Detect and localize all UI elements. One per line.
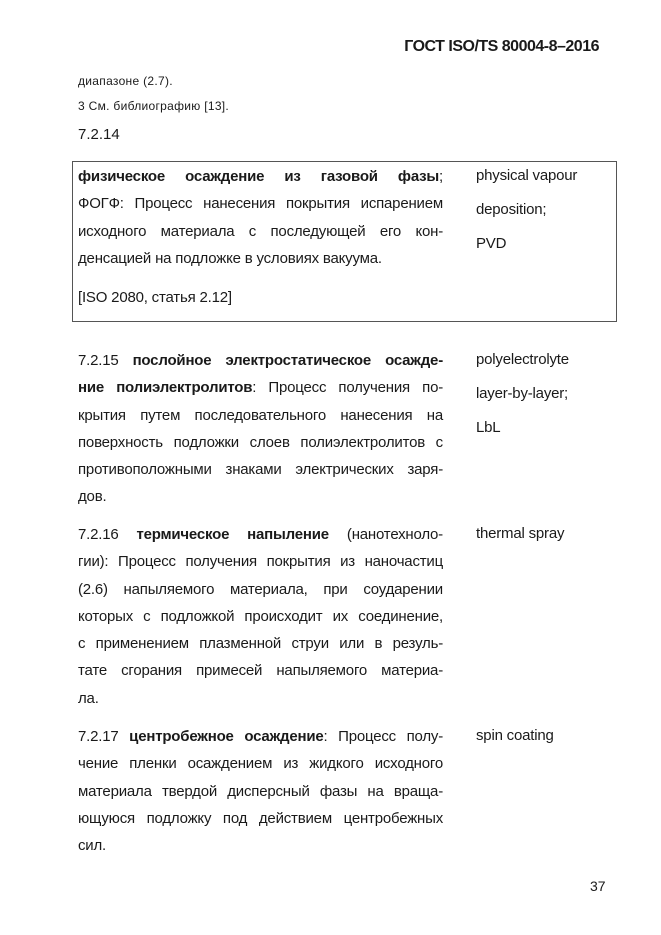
text-segment: ла. — [78, 689, 99, 707]
line-content — [78, 755, 443, 772]
text-line — [78, 548, 443, 575]
term-source: [ISO 2080, статья 2.12] — [78, 289, 232, 307]
note-line: 3 См. библиографию [13]. — [78, 99, 230, 113]
text-line — [78, 374, 443, 401]
text-segment: 7.2.15 — [78, 352, 133, 369]
line-content — [78, 810, 443, 827]
text-segment: гии): Процесс получения покрытия из наночастиц — [78, 553, 443, 571]
text-segment: материала твердой дисперсный фазы на враща- — [78, 782, 443, 800]
text-segment: тате сгорания примесей напыляемого материа- — [78, 662, 443, 680]
text-segment: дов. — [78, 488, 107, 506]
text-line — [78, 750, 443, 777]
text-segment: исходного материала с последующей его кон- — [78, 222, 443, 240]
text-line — [78, 163, 443, 190]
english-term-line: layer-by-layer; — [476, 385, 569, 402]
english-term-line: deposition; — [476, 201, 547, 218]
term-name: ние полиэлектролитов — [78, 379, 253, 397]
english-term-line: spin coating — [476, 727, 554, 744]
line-content — [78, 223, 443, 240]
text-segment: ющуюся подложку под действием центробежных — [78, 809, 443, 827]
line-content — [78, 608, 443, 625]
line-content — [78, 461, 443, 478]
text-segment: ; — [439, 168, 443, 185]
note-line: диапазоне (2.7). — [78, 74, 173, 88]
line-content — [78, 250, 382, 267]
english-term — [476, 726, 554, 760]
english-term-line: polyelectrolyte — [476, 351, 569, 368]
english-term-line: thermal spray — [476, 525, 565, 542]
line-content — [78, 379, 443, 396]
line-content — [78, 553, 443, 570]
text-segment: (2.6) напыляемого материала, при соударении — [78, 580, 443, 598]
document-header: ГОСТ ISO/TS 80004-8–2016 — [404, 38, 599, 55]
text-line — [78, 576, 443, 603]
line-content — [78, 434, 443, 451]
line-content — [78, 690, 99, 707]
text-segment: чение пленки осаждением из жидкого исходного — [78, 755, 443, 773]
english-term — [476, 350, 569, 452]
english-term-line: LbL — [476, 419, 501, 436]
line-content — [78, 635, 443, 652]
line-content — [78, 728, 443, 745]
line-content — [78, 581, 443, 598]
term-definition — [78, 521, 443, 712]
term-name: послойное электростатическое осажде- — [132, 352, 443, 369]
text-segment: с применением плазменной струи или в резуль- — [78, 635, 443, 653]
line-content — [78, 526, 443, 543]
term-definition — [78, 723, 443, 859]
text-segment: поверхность подложки слоев полиэлектролитов с — [78, 433, 443, 451]
text-line — [78, 778, 443, 805]
text-line — [78, 456, 443, 483]
text-segment: крытия путем последовательного нанесения на — [78, 406, 443, 424]
text-line — [78, 429, 443, 456]
text-segment: ФОГФ: Процесс нанесения покрытия испарением — [78, 195, 443, 213]
text-line — [78, 402, 443, 429]
english-term-line: PVD — [476, 235, 507, 252]
text-line — [78, 218, 443, 245]
text-segment: которых с подложкой происходит их соединение, — [78, 607, 443, 625]
page-number: 37 — [590, 878, 606, 894]
line-content — [78, 407, 443, 424]
section-number: 7.2.14 — [78, 126, 120, 143]
text-line — [78, 190, 443, 217]
term-definition — [78, 347, 443, 511]
line-content — [78, 662, 443, 679]
text-segment: (нанотехноло- — [328, 526, 443, 543]
text-segment: противоположными знаками электрических заря- — [78, 461, 443, 479]
line-content — [78, 168, 443, 185]
text-line — [78, 630, 443, 657]
term-name: центробежное осаждение — [129, 728, 324, 745]
text-line — [78, 521, 443, 548]
english-term-line: physical vapour — [476, 167, 578, 184]
term-definition — [78, 163, 443, 311]
line-content — [78, 352, 443, 369]
text-line — [78, 685, 443, 712]
english-term — [476, 524, 564, 558]
line-content — [78, 195, 443, 212]
text-line — [78, 723, 443, 750]
text-segment: сил. — [78, 837, 106, 855]
text-line — [78, 483, 443, 510]
line-content — [78, 837, 106, 854]
text-segment: денсацией на подложке в условиях вакуума. — [78, 249, 382, 267]
term-name: термическое напыление — [136, 526, 329, 543]
text-segment: : Процесс получения по- — [252, 379, 444, 397]
text-line — [78, 657, 443, 684]
line-content — [78, 488, 106, 505]
text-segment: 7.2.16 — [78, 526, 137, 543]
text-line — [78, 603, 443, 630]
text-line — [78, 805, 443, 832]
line-content — [78, 783, 443, 800]
text-line — [78, 347, 443, 374]
text-segment: 7.2.17 — [78, 728, 130, 745]
term-name: физическое осаждение из газовой фазы — [78, 168, 440, 185]
english-term — [476, 166, 577, 268]
text-line — [78, 832, 443, 859]
text-line — [78, 245, 443, 272]
text-segment: : Процесс полу- — [323, 728, 443, 745]
